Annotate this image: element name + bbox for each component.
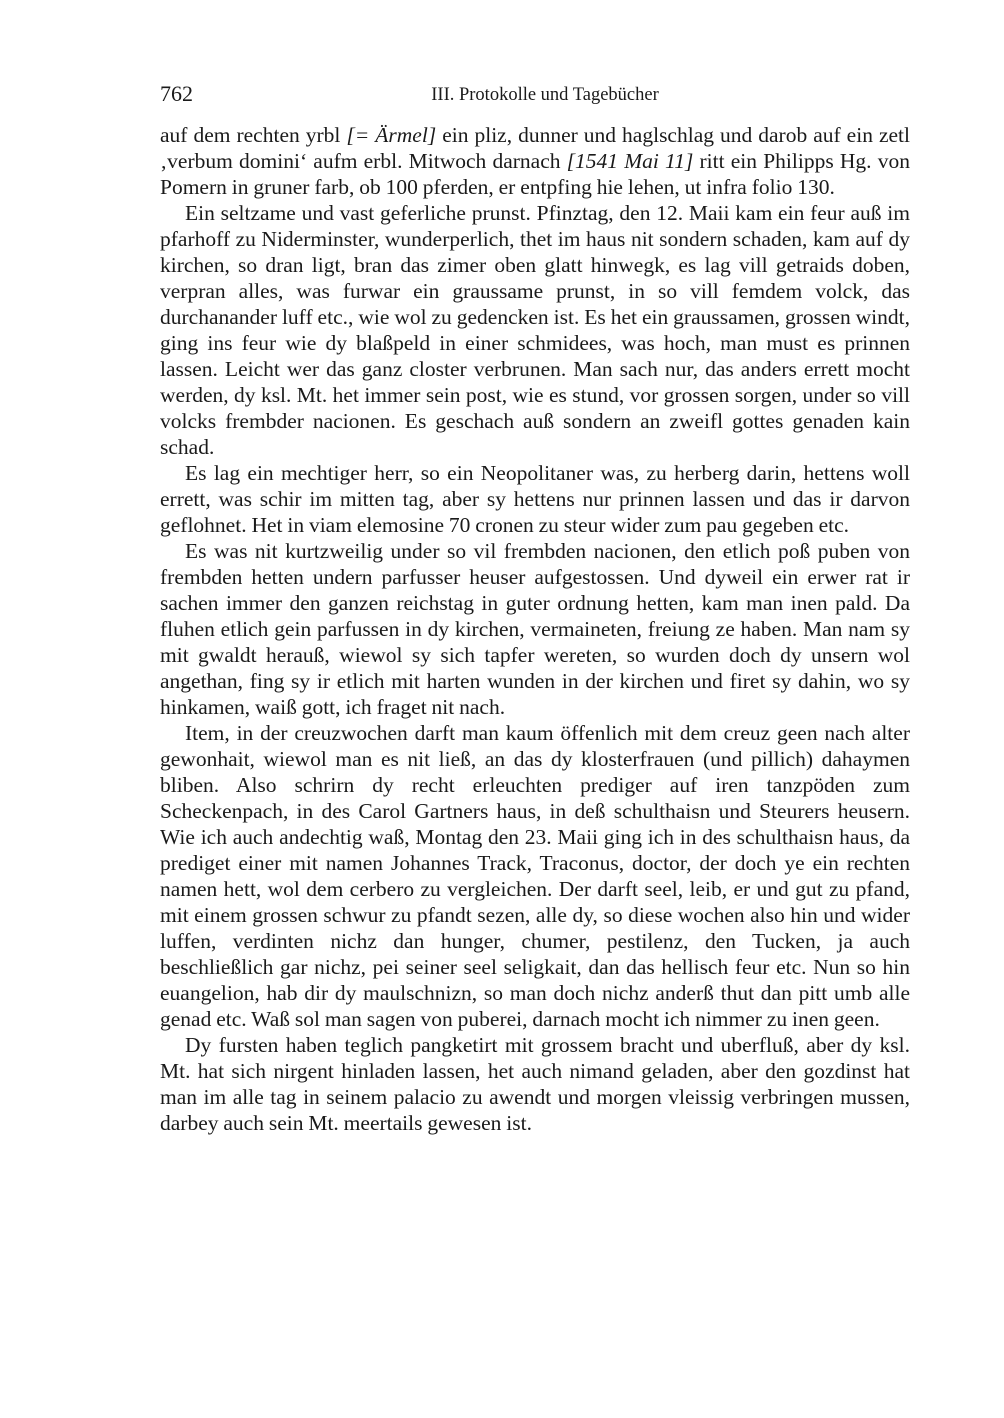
paragraph-4 <box>160 538 910 720</box>
paragraph-3 <box>160 460 910 538</box>
text-run: Ein seltzame und vast geferliche prunst. Pfinztag, den 12. Maii kam ein feur auß im pfarhoff zu Niderminster, wunderperlich, thet im haus nit sondern schaden, kam auf dy kirchen, so dran ligt, bran das zimer oben glatt hinwegk, es lag vill getraids doben, verpran alles, was furwar ein graussame prunst, in so vill femdem volck, das durchanander luff etc., wie wol zu gedencken ist. Es het ein graussamen, grossen windt, ging ins feur wie dy blaßpeld in einer schmidees, was hoch, man must es prinnen lassen. Leicht wer das ganz closter verbrunen. Man sach nur, das anders errett mocht werden, dy ksl. Mt. het immer sein post, wie es stund, vor grossen sorgen, under so vill volcks frembder nacionen. Es geschach auß sondern an zweifl gottes genaden kain schad. <box>160 201 910 459</box>
paragraph-6 <box>160 1032 910 1136</box>
text-run: Es was nit kurtzweilig under so vil frembden nacionen, den etlich poß puben von frembden hetten undern parfusser heuser aufgestossen. Und dyweil ein erwer rat ir sachen immer den ganzen reichstag in guter ordnung hetten, kam man inen pald. Da fluhen etlich gein parfussen in dy kirchen, vermaineten, freiung ze haben. Man nam sy mit gwaldt herauß, wiewol sy sich tapfer wereten, so wurden doch dy unsern wol angethan, fing sy ir etlich mit harten wunden in der kirchen und firet sy dahin, wo sy hinkamen, waiß gott, ich fraget nit nach. <box>160 539 910 719</box>
section-title: III. Protokolle und Tagebücher <box>431 85 659 105</box>
text-run: auf dem rechten yrbl <box>160 123 347 147</box>
text-run: ritt ein Philipps Hg. von Pomern in gruner farb, ob 100 pferden, er entpfing hie lehen, ut infra folio 130. <box>160 149 910 199</box>
editorial-note: [1541 Mai 11] <box>566 149 694 173</box>
paragraph-5 <box>160 720 910 1032</box>
paragraph-1 <box>160 122 910 200</box>
paragraph-2 <box>160 200 910 460</box>
text-run: Es lag ein mechtiger herr, so ein Neopolitaner was, zu herberg darin, hettens woll errett, was schir im mitten tag, aber sy hettens nur prinnen lassen und das ir darvon geflohnet. Het in viam elemosine 70 cronen zu steur wider zum pau gegeben etc. <box>160 461 910 537</box>
running-head <box>160 80 910 108</box>
body-text <box>160 122 910 1136</box>
editorial-note: [= Ärmel] <box>346 123 437 147</box>
text-run: ein pliz, dunner und haglschlag und darob auf ein zetl ‚verbum domini‘ aufm erbl. Mitwoch darnach <box>160 123 910 173</box>
page-number: 762 <box>160 81 193 106</box>
text-run: Item, in der creuzwochen darft man kaum öffenlich mit dem creuz geen nach alter gewonhait, wiewol man es nit ließ, an das dy klosterfrauen (und pillich) dahaymen bliben. Also schrirn dy recht erleuchten prediger auf iren tanzpöden zum Scheckenpach, in des Carol Gartners haus, in deß schulthaisn und Steurers heusern. Wie ich auch andechtig waß, Montag den 23. Maii ging ich in des schulthaisn haus, da prediget einer mit namen Johannes Track, Traconus, doctor, der doch ye ein rechten namen hett, wol dem cerbero zu vergleichen. Der darft seel, leib, er und gut zu pfand, mit einem grossen schwur zu pfandt sezen, alle dy, so diese wochen also hin und wider luffen, verdinten nichz dan hunger, chumer, pestilenz, den Tucken, ja auch beschließlich gar nichz, pei seiner seel seligkait, dan das hellisch feur etc. Nun so hin euangelion, hab dir dy maulschnizn, so man doch nichz anderß thut dan pitt umb alle genad etc. Waß sol man sagen von puberei, darnach mocht ich nimmer zu inen geen. <box>160 721 910 1031</box>
text-run: Dy fursten haben teglich pangketirt mit grossem bracht und uberfluß, aber dy ksl. Mt. hat sich nirgent hinladen lassen, het auch nimand geladen, aber den gozdinst hat man im alle tag in seinem palacio zu awendt und morgen vleissig verbringen mussen, darbey auch sein Mt. meertails gewesen ist. <box>160 1033 910 1135</box>
